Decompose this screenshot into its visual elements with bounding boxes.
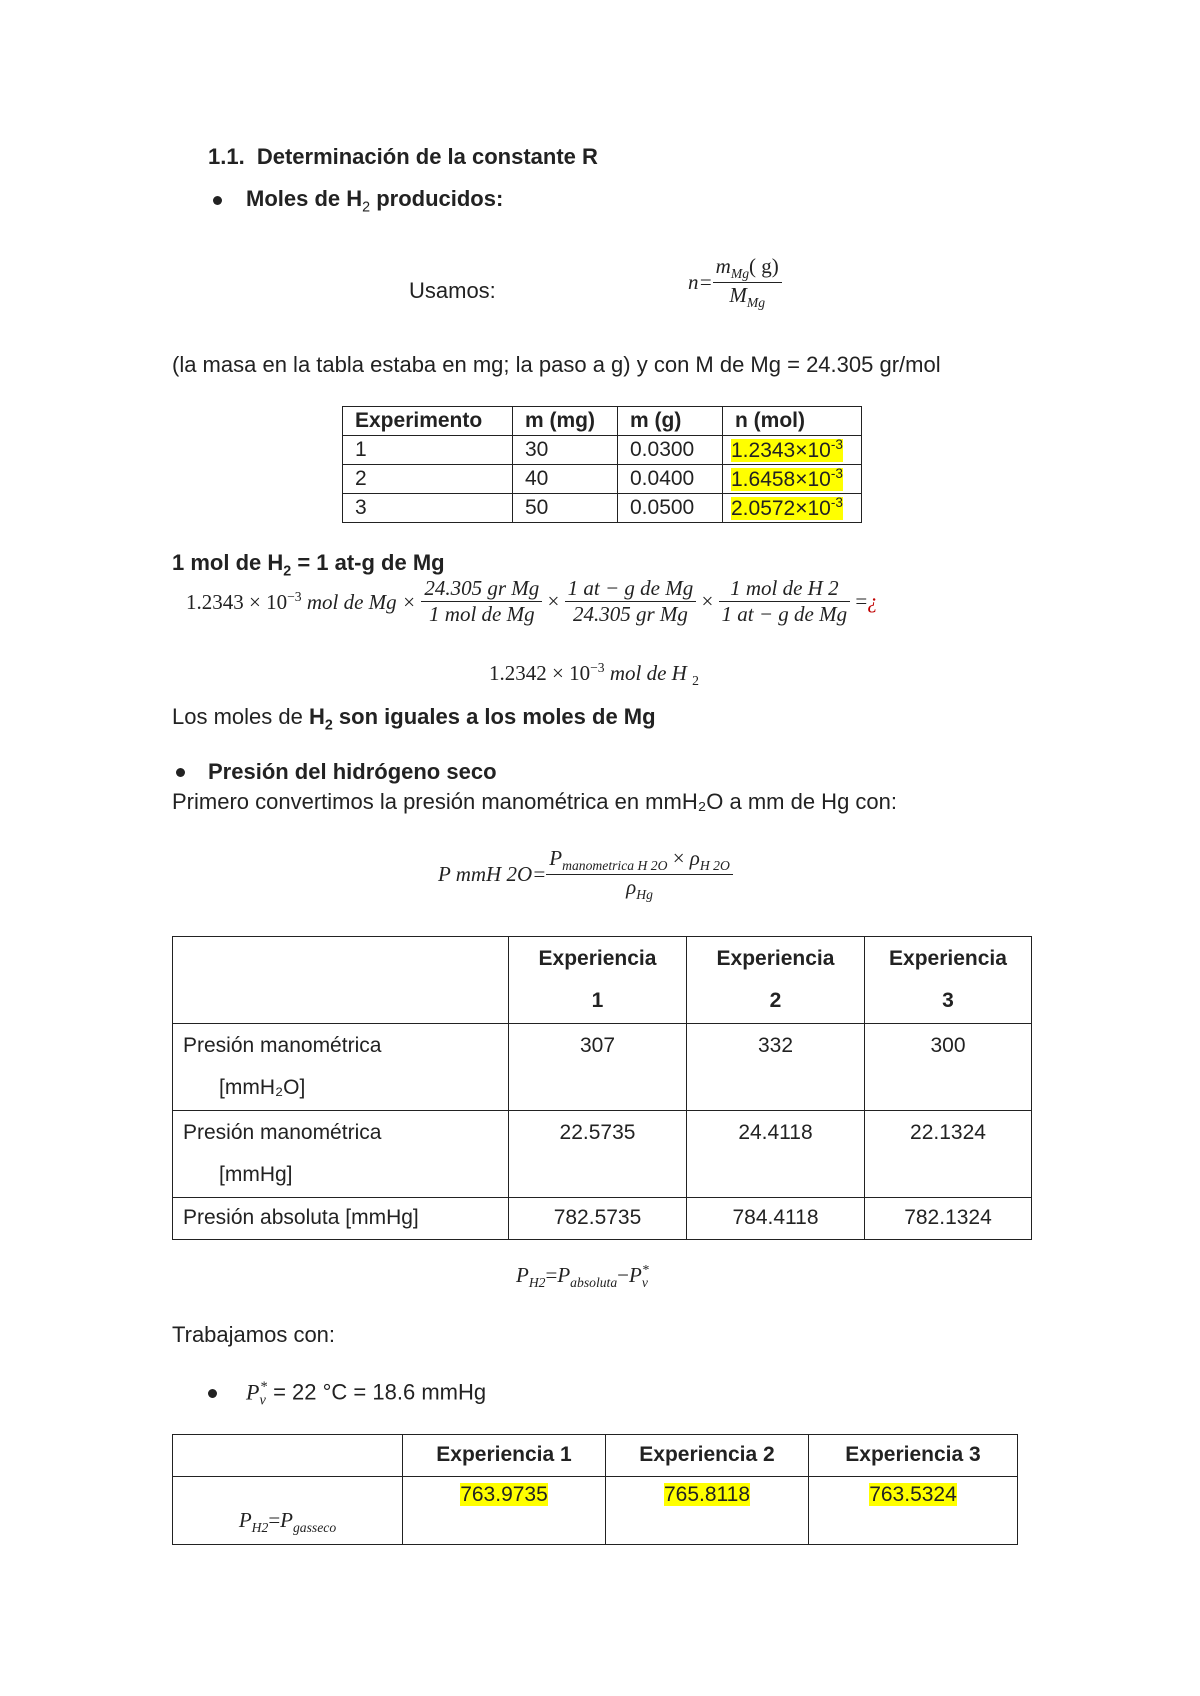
table-header: Experiencia 3 xyxy=(865,937,1032,1024)
table-cell: $2.0572\times 10^{-3}$ xyxy=(723,494,862,523)
dry-gas-table xyxy=(172,1434,1018,1545)
table-cell: 0.0300 xyxy=(618,436,723,465)
table-row xyxy=(173,1198,1032,1240)
table-cell: 765.8118 xyxy=(606,1477,809,1545)
moles-formula: n= $\frac{m_{Mg}( g)}{M_{Mg}}$ xyxy=(688,254,782,311)
table-cell: 332 xyxy=(687,1024,865,1111)
row-label: Presión absoluta [mmHg] xyxy=(173,1198,509,1240)
table-cell: 0.0400 xyxy=(618,465,723,494)
table-header-row xyxy=(173,937,1032,1024)
table-cell: 24.4118 xyxy=(687,1111,865,1198)
table-cell: 30 xyxy=(513,436,618,465)
table-header: m (g) xyxy=(618,407,723,436)
table-row xyxy=(343,436,862,465)
table-cell: 22.5735 xyxy=(509,1111,687,1198)
bullet-icon xyxy=(208,1389,217,1398)
row-label: Presión manométrica [mmHg] xyxy=(173,1111,509,1198)
table-header: Experiencia 2 xyxy=(606,1435,809,1477)
table-cell: 22.1324 xyxy=(865,1111,1032,1198)
ph2-formula: $P_{H2}=P_{absoluta}-P_v^*$ xyxy=(516,1262,649,1291)
table-cell: 50 xyxy=(513,494,618,523)
table-row xyxy=(173,1111,1032,1198)
moles-conclusion: Los moles de $H_2$ son iguales a los moles de Mg xyxy=(172,704,656,734)
conversion-formula: $1.2343 \times 10^{-3}$ mol de Mg × $\frac{\text{24.305 gr Mg}}{\text{1 mol de Mg}}$ × $\frac{\text{1 at − g de Mg}}{\text{24.305 gr Mg}}$ × $\frac{\text{1 mol de H 2}}{\text{1 at − g de Mg}}$ =¿ xyxy=(186,576,878,626)
table-header: Experiencia 1 xyxy=(403,1435,606,1477)
table-header: Experiencia 1 xyxy=(509,937,687,1024)
conversion-result: $1.2342 \times 10^{-3}$ mol de H $_2$ xyxy=(489,660,699,689)
table-cell: 763.5324 xyxy=(809,1477,1018,1545)
table-header: Experiencia 3 xyxy=(809,1435,1018,1477)
table-cell: 782.5735 xyxy=(509,1198,687,1240)
table-row xyxy=(173,1477,1018,1545)
pv-value: $P_v^* = 22$ °C = 18.6 mmHg xyxy=(246,1379,487,1409)
table-cell: $1.2343\times 10^{-3}$ xyxy=(723,436,862,465)
pressure-table xyxy=(172,936,1032,1240)
row-label: Presión manométrica [mmH₂O] xyxy=(173,1024,509,1111)
mass-note: (la masa en la tabla estaba en mg; la paso a g) y con M de Mg = 24.305 gr/mol xyxy=(172,352,941,377)
table-row xyxy=(173,1024,1032,1111)
table-cell: 307 xyxy=(509,1024,687,1111)
table-cell xyxy=(173,937,509,1024)
table-cell: 763.9735 xyxy=(403,1477,606,1545)
table-cell: 784.4118 xyxy=(687,1198,865,1240)
table-cell: 40 xyxy=(513,465,618,494)
presion-heading: Presión del hidrógeno seco xyxy=(208,759,497,784)
section-title-text: Determinación de la constante R xyxy=(256,144,598,169)
table-header: m (mg) xyxy=(513,407,618,436)
pressure-formula: P mmH 2O= $\frac{P_{manometrica H 2O} \times \rho_{H 2O}}{\rho_{Hg}}$ xyxy=(438,846,733,903)
table-header: Experiencia 2 xyxy=(687,937,865,1024)
table-cell: 300 xyxy=(865,1024,1032,1111)
trabajamos-label: Trabajamos con: xyxy=(172,1322,336,1347)
table-cell: 2 xyxy=(343,465,513,494)
presion-intro: Primero convertimos la presión manométrica en mmH₂O a mm de Hg con: xyxy=(172,789,898,814)
row-label: $P_{H2}=P_{gasseco}$ xyxy=(173,1477,403,1545)
table-cell: 1 xyxy=(343,436,513,465)
table-cell: 782.1324 xyxy=(865,1198,1032,1240)
table-row xyxy=(343,494,862,523)
table-header-row xyxy=(173,1435,1018,1477)
section-title xyxy=(208,144,598,170)
table-row xyxy=(343,465,862,494)
table-cell: 0.0500 xyxy=(618,494,723,523)
table-header: Experimento xyxy=(343,407,513,436)
bullet-icon xyxy=(176,768,185,777)
usamos-label: Usamos: xyxy=(409,278,496,303)
bullet-icon xyxy=(213,196,222,205)
table-header-row xyxy=(343,407,862,436)
table-cell: 3 xyxy=(343,494,513,523)
moles-heading: Moles de $H_2$ producidos: xyxy=(246,186,504,216)
table-header: n (mol) xyxy=(723,407,862,436)
section-number: 1.1. xyxy=(208,144,245,169)
table-cell: $1.6458\times 10^{-3}$ xyxy=(723,465,862,494)
table-cell xyxy=(173,1435,403,1477)
equivalence-line: 1 mol de $H_2 = 1$ at-g de Mg xyxy=(172,550,445,580)
moles-table xyxy=(342,406,862,523)
